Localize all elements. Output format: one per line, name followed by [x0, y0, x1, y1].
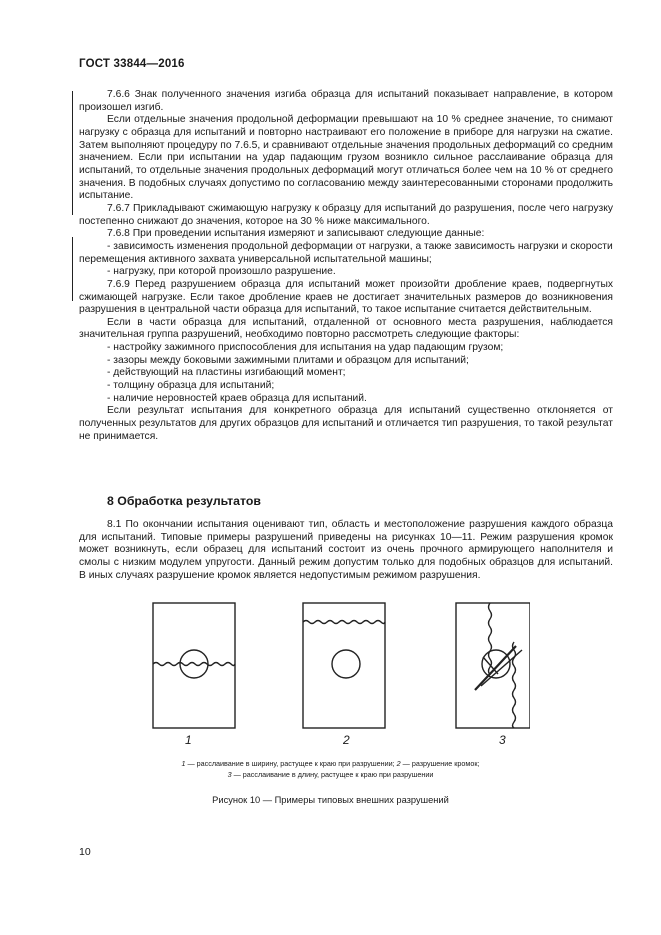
specimen-outline: [456, 603, 530, 728]
paragraph: Если в части образца для испытаний, отдаленной от основного места разрушения, наблюдается значительная группа разрушений, необходимо повторно рассмотреть следующие факторы:: [79, 316, 613, 341]
section-body: [79, 519, 613, 583]
legend-text: — расслаивание в ширину, растущее к краю при разрушении;: [185, 759, 397, 768]
body-text: [79, 89, 613, 443]
longitudinal-wave: [513, 642, 516, 728]
specimen-panel-2: [303, 603, 385, 728]
delamination-wave: [153, 663, 235, 666]
paragraph: Если отдельные значения продольной деформации превышают на 10 % среднее значение, то снимают нагрузку с образца для испытаний и повторно настраивают его положение в приборе для нагрузки на сжатие. Затем выполняют процедуру по 7.6.5, и сравнивают отдельные значения продольных деформаций со средним значением. Если при испытании на удар падающим грузом возникло сильное расслаивание образца для испытаний, то отдельные значения продольных деформаций могут отличаться более чем на 10 % от среднего значения. В подобных случаях допустимо по согласованию между заинтересованными сторонами продолжить испытание.: [79, 114, 613, 202]
list-item: - зависимость изменения продольной деформации от нагрузки, а также зависимость нагрузки и скорости перемещения активного захвата универсальной испытательной машины;: [79, 240, 613, 265]
paragraph: 7.6.8 При проведении испытания измеряют и записывают следующие данные:: [107, 228, 485, 240]
list-item: - толщину образца для испытаний;: [107, 380, 275, 392]
figure-legend: [0, 758, 661, 769]
paragraph: 8.1 По окончании испытания оценивают тип, область и местоположение разрушения каждого образца для испытаний. Типовые примеры разрушений приведены на рисунках 10—11. Режим разрушения кромок может возникнуть, если образец для испытаний состоит из очень прочного армирующего наполнителя и смолы с низким модулем упругости. Данный режим допустим только для подобных образцов для испытаний. В иных случаях разрушение кромок является недопустимым режимом разрушения.: [79, 519, 613, 581]
figure-legend: [0, 769, 661, 780]
failure-examples-figure: [150, 602, 530, 752]
paragraph: 7.6.6 Знак полученного значения изгиба образца для испытаний показывает направление, в котором произошел изгиб.: [79, 89, 613, 113]
list-item: - действующий на пластины изгибающий момент;: [107, 367, 346, 379]
list-item: - нагрузку, при которой произошло разрушение.: [107, 266, 336, 278]
specimen-panel-1: [153, 603, 235, 728]
document-header: ГОСТ 33844—2016: [79, 58, 185, 70]
list-item: - наличие неровностей краев образца для испытаний.: [107, 392, 367, 404]
panel-label: 2: [343, 733, 350, 747]
paragraph: 7.6.9 Перед разрушением образца для испытаний может произойти дробление краев, подвергнутых сжимающей нагрузке. Если такое дробление краев не достигает значительных размеров до возникновения разрушения в центральной части образца для испытаний, то такое испытание считается действительным.: [79, 278, 613, 316]
legend-text: — разрушение кромок;: [400, 759, 480, 768]
section-title: 8 Обработка результатов: [107, 494, 261, 508]
list-item: - зазоры между боковыми зажимными плитами и образцом для испытаний;: [107, 354, 469, 366]
revision-bar: [72, 91, 73, 215]
legend-text: — расслаивание в длину, растущее к краю при разрушении: [231, 770, 434, 779]
specimen-panel-3: [456, 603, 530, 728]
figure-title: Рисунок 10 — Примеры типовых внешних разрушений: [212, 795, 449, 805]
page-number: 10: [79, 846, 91, 858]
legend-number: 3: [227, 770, 232, 779]
legend-number: 2: [396, 759, 401, 768]
list-item: - настройку зажимного приспособления для испытания на удар падающим грузом;: [107, 342, 504, 354]
specimen-circle: [332, 650, 360, 678]
paragraph: 7.6.7 Прикладывают сжимающую нагрузку к образцу для испытаний до разрушения, после чего нагрузку постепенно снижают до значения, которое на 30 % ниже максимального.: [79, 202, 613, 227]
panel-label: 1: [185, 733, 192, 747]
paragraph: Если результат испытания для конкретного образца для испытаний существенно отклоняется от полученных результатов для других образцов для испытаний и отличается тип разрушения, то такой результат не принимается.: [79, 405, 613, 442]
revision-bar: [72, 237, 73, 301]
legend-number: 1: [181, 759, 186, 768]
edge-crush-wave: [303, 621, 385, 624]
panel-label: 3: [499, 733, 506, 747]
